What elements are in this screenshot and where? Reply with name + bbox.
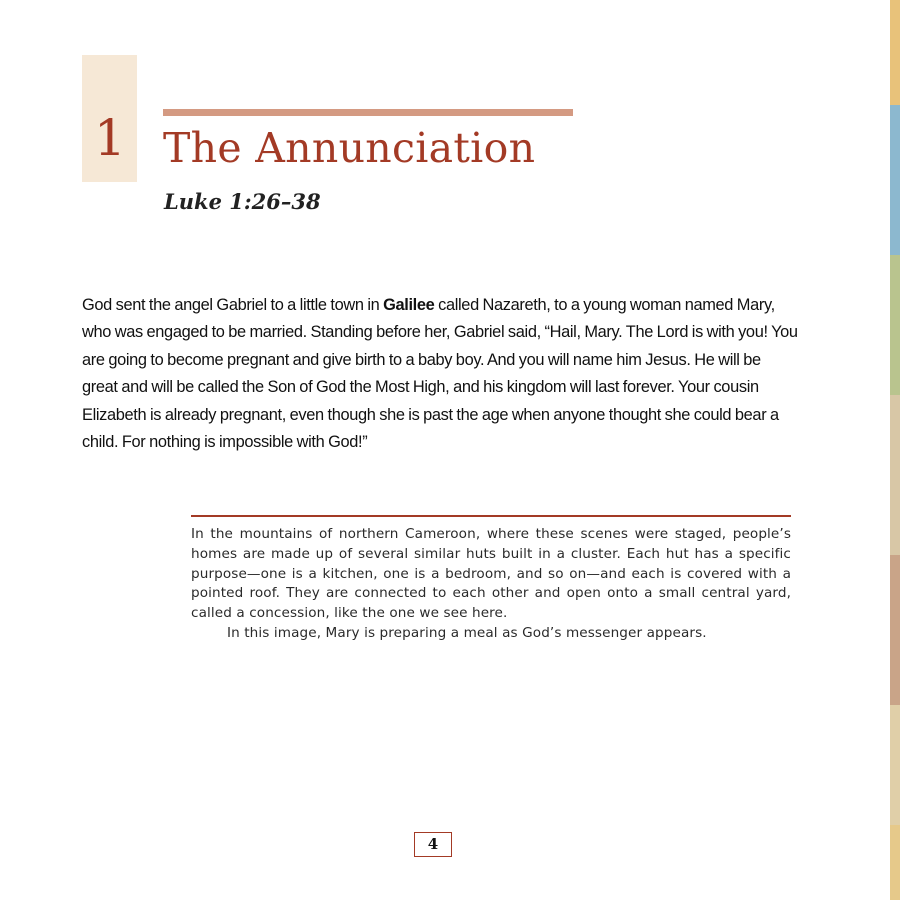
- image-caption: [191, 525, 791, 644]
- caption-rule: [191, 515, 791, 517]
- chapter-title: The Annunciation: [163, 124, 536, 172]
- chapter-number: 1: [94, 109, 126, 167]
- page-number: 4: [414, 832, 452, 857]
- title-rule: [163, 109, 573, 116]
- adjacent-page-photo-edge: [890, 0, 900, 900]
- body-text-emphasis: Galilee: [383, 296, 435, 314]
- body-text-part1: God sent the angel Gabriel to a little town in: [82, 296, 384, 314]
- scripture-reference: Luke 1:26–38: [164, 189, 321, 214]
- caption-paragraph-2: In this image, Mary is preparing a meal as God’s messenger appears.: [227, 624, 707, 641]
- body-text-part2: called Nazareth, to a young woman named Mary, who was engaged to be married. Standing before her, Gabriel said, “Hail, Mary. The Lord is with you! You are going to become pregnant and give birth to a baby boy. And you will name him Jesus. He will be great and will be called the Son of God the Most High, and his kingdom will last forever. Your cousin Elizabeth is already pregnant, even though she is past the age when anyone thought she could bear a child. For nothing is impossible with God!”: [82, 296, 798, 452]
- caption-paragraph-1: In the mountains of northern Cameroon, where these scenes were staged, people’s homes are made up of several similar huts built in a cluster. Each hut has a specific purpose—one is a kitchen, one is a bedroom, and so on—and each is covered with a pointed roof. They are connected to each other and open onto a small central yard, called a concession, like the one we see here.: [191, 526, 791, 622]
- body-paragraph: [82, 292, 800, 456]
